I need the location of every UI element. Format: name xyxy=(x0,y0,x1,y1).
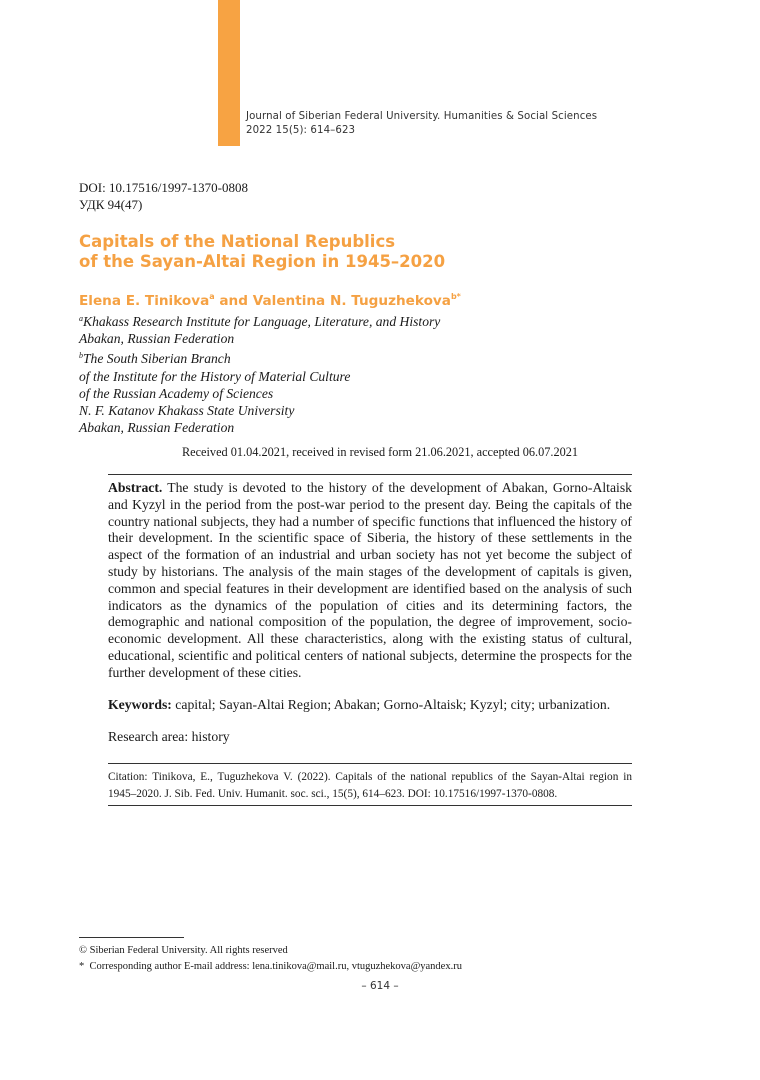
affiliation-text: Khakass Research Institute for Language, Literature, and History xyxy=(83,314,441,329)
affiliation-text: of the Russian Academy of Sciences xyxy=(79,385,274,401)
header-accent-bar xyxy=(218,0,240,146)
article-title xyxy=(79,232,445,272)
title-line-2: of the Sayan-Altai Region in 1945–2020 xyxy=(79,252,446,271)
citation-bottom-rule xyxy=(108,805,632,806)
journal-issue: 2022 15(5): 614–623 xyxy=(246,125,356,136)
footnotes xyxy=(79,943,462,974)
abstract xyxy=(108,480,632,682)
research-area: Research area: history xyxy=(108,729,230,744)
author-2-sup: b* xyxy=(450,292,461,301)
title-line-1: Capitals of the National Republics xyxy=(79,232,396,251)
footnote-rule xyxy=(79,937,184,938)
affiliation-sup: a xyxy=(79,314,83,323)
affiliation-sup: b xyxy=(79,351,83,361)
affiliation-line xyxy=(79,402,440,419)
author-1: Elena E. Tinikova xyxy=(79,293,210,309)
keywords-text: capital; Sayan-Altai Region; Abakan; Gorno-Altaisk; Kyzyl; city; urbanization. xyxy=(171,697,611,712)
journal-name: Journal of Siberian Federal University. Humanities & Social Sciences xyxy=(246,111,598,122)
author-1-sup: a xyxy=(209,292,215,301)
keywords-label: Keywords: xyxy=(108,697,172,712)
affiliation-line xyxy=(79,330,440,347)
journal-header xyxy=(246,110,597,138)
affiliation-line xyxy=(79,310,440,330)
affiliation-text: of the Institute for the History of Material Culture xyxy=(79,368,351,384)
citation: Citation: Tinikova, E., Tuguzhekova V. (2022). Capitals of the national republics of the Sayan-Altai region in 1945–2020. J. Sib. Fed. Univ. Humanit. soc. sci., 15(5), 614–623. DOI: 10.17516/1997-1370-0808. xyxy=(108,771,632,800)
authors xyxy=(79,292,461,309)
citation-top-rule xyxy=(108,763,632,764)
affiliation-line xyxy=(79,347,440,367)
doi: DOI: 10.17516/1997-1370-0808 xyxy=(79,180,248,195)
udk: УДК 94(47) xyxy=(79,197,143,212)
affiliation-text: Abakan, Russian Federation xyxy=(79,331,235,347)
abstract-top-rule xyxy=(108,474,632,475)
copyright-note: © Siberian Federal University. All rights reserved xyxy=(79,945,288,956)
affiliation-line xyxy=(79,368,440,385)
affiliation-text: Abakan, Russian Federation xyxy=(79,420,235,436)
affiliation-text: N. F. Katanov Khakass State University xyxy=(79,403,295,419)
affiliations xyxy=(79,310,440,436)
author-2: Valentina N. Tuguzhekova xyxy=(252,293,451,309)
author-and: and xyxy=(214,293,253,309)
article-identifiers xyxy=(79,179,248,213)
affiliation-text: The South Siberian Branch xyxy=(83,351,231,367)
corresponding-author-note: * Corresponding author E-mail address: lena.tinikova@mail.ru, vtuguzhekova@yandex.ru xyxy=(79,960,462,972)
affiliation-line xyxy=(79,385,440,402)
page-number: – 614 – xyxy=(361,980,399,992)
abstract-label: Abstract. xyxy=(108,480,163,495)
received-dates: Received 01.04.2021, received in revised form 21.06.2021, accepted 06.07.2021 xyxy=(181,445,579,459)
abstract-text: The study is devoted to the history of the development of Abakan, Gorno-Altaisk and Kyzyl in the period from the post-war period to the present day. Being the capitals of the country national subjects, they had a number of specific functions that influenced the history of their development. In the scientific space of Siberia, the history of these settlements in the aspect of the formation of an industrial and urban society has not yet become the subject of study by historians. The analysis of the main stages of the development of capitals is given, common and special features in their development are identified based on the analysis of such indicators as the dynamics of the population of cities and its determining factors, the demographic and national composition of the population, the degree of improvement, socio-economic development. All these characteristics, along with the existing status of cultural, educational, scientific and political centers of national subjects, determine the prospects for the further development of these cities. xyxy=(108,480,632,680)
affiliation-line xyxy=(79,419,440,436)
keywords xyxy=(108,697,632,714)
